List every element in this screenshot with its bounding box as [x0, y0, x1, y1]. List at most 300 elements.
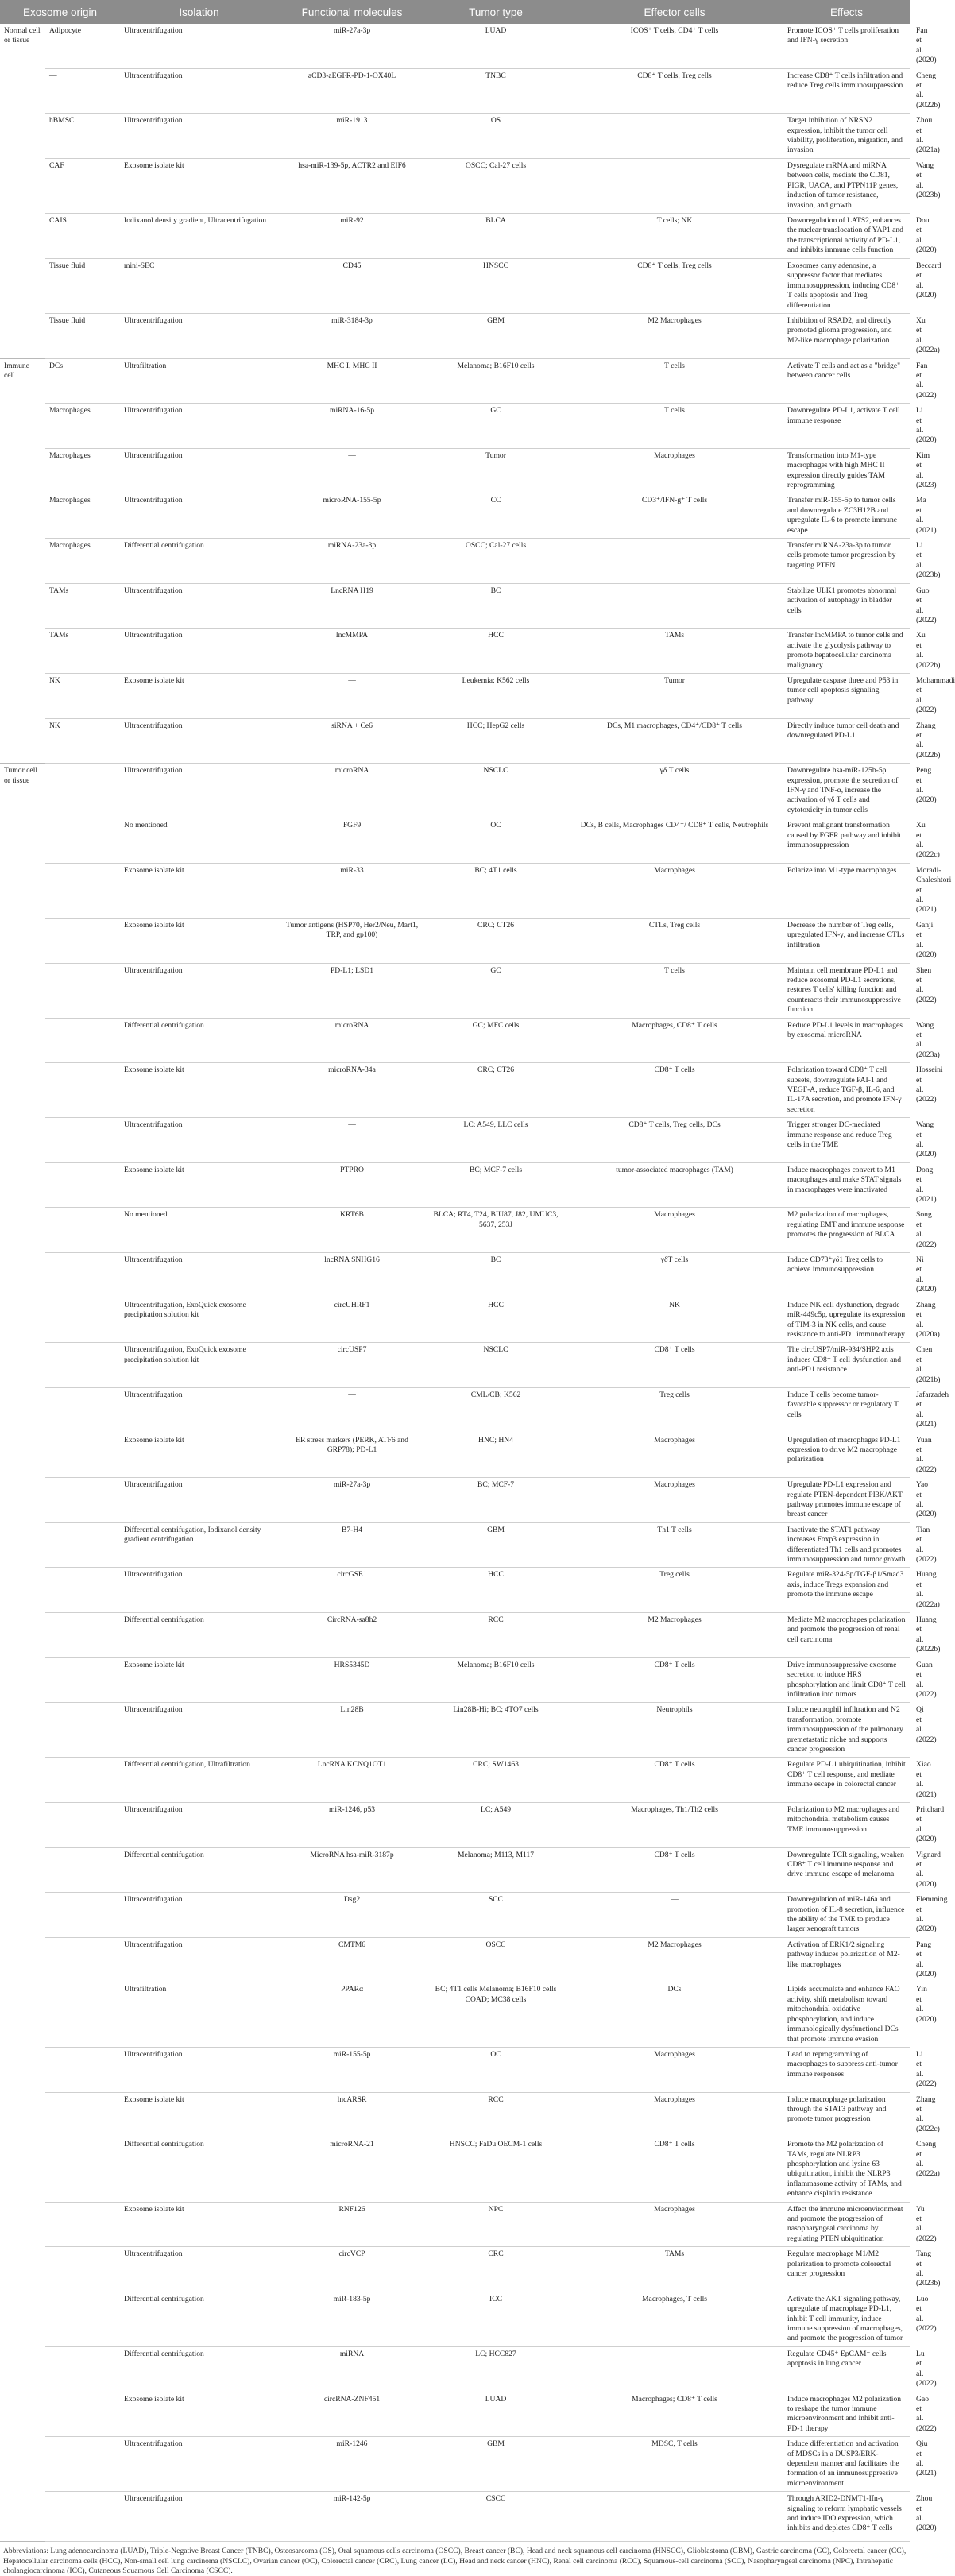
cell-effects: Reduce PD-L1 levels in macrophages by exosomal microRNA [783, 1018, 910, 1063]
cell-effector-cells: M2 Macrophages [566, 1937, 783, 1982]
table-row: Ultracentrifugation PD-L1; LSD1 GC T cells Maintain cell membrane PD-L1 and reduce exosomal PD-L1 secretions, restores T cells' killing function and counteracts their immunosuppressive function Shen et al. (2022) [0, 963, 910, 1018]
cell-isolation: mini-SEC [120, 258, 278, 313]
cell-tumor-type: Melanoma; B16F10 cells [426, 358, 566, 404]
cell-source [45, 1937, 120, 1982]
cell-effector-cells: CTLs, Treg cells [566, 918, 783, 963]
cell-molecules: — [278, 1387, 426, 1433]
cell-tumor-type: HNC; HN4 [426, 1433, 566, 1478]
cell-isolation: Ultrafiltration [120, 358, 278, 404]
cell-effects: Lipids accumulate and enhance FAO activity, shift metabolism toward mitochondrial oxidative phosphorylation, and induce immunologically dysfunctional DCs that promote immune evasion [783, 1982, 910, 2047]
cell-source [45, 1893, 120, 1938]
cell-effects: Inactivate the STAT1 pathway increases Foxp3 expression in differentiated Th1 cells and promotes immunosuppression and tumor growth [783, 1522, 910, 1568]
cell-tumor-type: CRC; CT26 [426, 1063, 566, 1118]
cell-source [45, 1063, 120, 1118]
cell-molecules: KRT6B [278, 1208, 426, 1253]
cell-effector-cells: CD8⁺ T cells [566, 1657, 783, 1703]
cell-isolation: Exosome isolate kit [120, 918, 278, 963]
cell-molecules: CircRNA-sa8h2 [278, 1613, 426, 1658]
cell-isolation: Exosome isolate kit [120, 1162, 278, 1208]
table-row: Differential centrifugation CircRNA-sa8h2 RCC M2 Macrophages Mediate M2 macrophages polarization and promote the progression of renal cell carcinoma Huang et al. (2022b) [0, 1613, 910, 1658]
cell-source [45, 1657, 120, 1703]
cell-effector-cells: MDSC, T cells [566, 2437, 783, 2492]
cell-source [45, 2047, 120, 2092]
cell-effector-cells: CD8⁺ T cells [566, 1847, 783, 1893]
cell-source: hBMSC [45, 114, 120, 159]
cell-effects: Transfer miRNA-23a-3p to tumor cells promote tumor progression by targeting PTEN [783, 539, 910, 584]
cell-tumor-type: RCC [426, 2092, 566, 2137]
cell-effects: Decrease the number of Treg cells, upregulated IFN-γ, and increase CTLs infiltration [783, 918, 910, 963]
cell-isolation: Exosome isolate kit [120, 673, 278, 718]
cell-effector-cells: Macrophages [566, 1478, 783, 1523]
table-body [0, 24, 955, 2542]
table-row: TAMs Ultracentrifugation LncRNA H19 BC Stabilize ULK1 promotes abnormal activation of autophagy in bladder cells Guo et al. (2022) [0, 583, 910, 629]
cell-isolation: No mentioned [120, 818, 278, 864]
table-row: Differential centrifugation miRNA LC; HCC827 Regulate CD45⁺ EpCAM⁻ cells apoptosis in lung cancer Lu et al. (2022) [0, 2346, 910, 2392]
cell-effects: Activate T cells and act as a "bridge" between cancer cells [783, 358, 910, 404]
cell-tumor-type: BC [426, 583, 566, 629]
cell-molecules: PPARα [278, 1982, 426, 2047]
cell-effects: Induce differentiation and activation of MDSCs in a DUSP3/ERK-dependent manner and facilitates the formation of an immunosuppressive microenvironment [783, 2437, 910, 2492]
cell-effector-cells: Treg cells [566, 1387, 783, 1433]
cell-exosome-origin: Normal cell or tissue [0, 24, 45, 358]
cell-isolation: Ultracentrifugation [120, 68, 278, 114]
cell-isolation: Exosome isolate kit [120, 158, 278, 213]
table-row: Exosome isolate kit circRNA-ZNF451 LUAD Macrophages; CD8⁺ T cells Induce macrophages M2 polarization to reshape the tumor immune microenvironment and inhibit anti-PD-1 therapy Gao et al. (2022) [0, 2392, 910, 2437]
cell-source [45, 1208, 120, 1253]
table-row: Differential centrifugation, Ultrafiltration LncRNA KCNQ1OT1 CRC; SW1463 CD8⁺ T cells Regulate PD-L1 ubiquitination, inhibit CD8⁺ T cell response, and mediate immune escape in colorectal cancer Xiao et al. (2021) [0, 1758, 910, 1803]
table-row: Macrophages Ultracentrifugation microRNA-155-5p CC CD3⁺/IFN-g⁺ T cells Transfer miR-155-5p to tumor cells and downregulate ZC3H12B and upregulate IL-6 to promote immune escape Ma et al. (2021) [0, 493, 910, 539]
cell-exosome-origin: Immune cell [0, 358, 45, 764]
cell-isolation: Ultracentrifugation [120, 2047, 278, 2092]
cell-source [45, 1298, 120, 1343]
cell-molecules: miR-155-5p [278, 2047, 426, 2092]
cell-molecules: miR-92 [278, 213, 426, 258]
cell-effects: Trigger stronger DC-mediated immune response and reduce Treg cells in the TME [783, 1118, 910, 1163]
cell-source [45, 2392, 120, 2437]
cell-source [45, 1703, 120, 1758]
cell-tumor-type: Melanoma; B16F10 cells [426, 1657, 566, 1703]
cell-source [45, 918, 120, 963]
cell-isolation: Ultracentrifugation [120, 764, 278, 818]
table-row: Exosome isolate kit Tumor antigens (HSP70, Her2/Neu, Mart1, TRP, and gp100) CRC; CT26 CTLs, Treg cells Decrease the number of Treg cells, upregulated IFN-γ, and increase CTLs infiltration Ganji et al. (2020) [0, 918, 910, 963]
cell-effects: Downregulation of miR-146a and promotion of IL-8 secretion, influence the ability of the TME to produce larger xenograft tumors [783, 1893, 910, 1938]
cell-isolation: Ultracentrifugation [120, 2492, 278, 2542]
cell-effector-cells: ICOS⁺ T cells, CD4⁺ T cells [566, 24, 783, 68]
cell-tumor-type: OSCC [426, 1937, 566, 1982]
cell-tumor-type: GBM [426, 2437, 566, 2492]
table-row: Differential centrifugation MicroRNA hsa-miR-3187p Melanoma; M113, M117 CD8⁺ T cells Downregulate TCR signaling, weaken CD8⁺ T cell immune response and drive immune escape of melanoma Vignard et al. (2020) [0, 1847, 910, 1893]
table-row: Ultracentrifugation Dsg2 SCC — Downregulation of miR-146a and promotion of IL-8 secretion, influence the ability of the TME to produce larger xenograft tumors Flemming et al. (2020) [0, 1893, 910, 1938]
cell-source [45, 2346, 120, 2392]
cell-source [45, 764, 120, 818]
cell-effects: Increase CD8⁺ T cells infiltration and reduce Treg cells immunosuppression [783, 68, 910, 114]
cell-effector-cells: CD8⁺ T cells, Treg cells [566, 68, 783, 114]
cell-source: CAF [45, 158, 120, 213]
table-row: Exosome isolate kit miR-33 BC; 4T1 cells Macrophages Polarize into M1-type macrophages Moradi-Chaleshtori et al. (2021) [0, 863, 910, 918]
cell-effects: Activate the AKT signaling pathway, upregulate of macrophage PD-L1, inhibit T cell immunity, induce immune suppression of macrophages, and promote the progression of tumor [783, 2292, 910, 2346]
cell-isolation: Ultracentrifugation [120, 963, 278, 1018]
table-row: Ultracentrifugation — CML/CB; K562 Treg cells Induce T cells become tumor-favorable suppressor or regulatory T cells Jafarzadeh et al. (2021) [0, 1387, 910, 1433]
cell-effects: Directly induce tumor cell death and downregulated PD-L1 [783, 718, 910, 764]
cell-effector-cells: Macrophages [566, 2092, 783, 2137]
cell-molecules: lncRNA SNHG16 [278, 1253, 426, 1298]
cell-isolation: Ultracentrifugation [120, 629, 278, 674]
cell-molecules: FGF9 [278, 818, 426, 864]
cell-molecules: circGSE1 [278, 1568, 426, 1613]
cell-source: Tissue fluid [45, 258, 120, 313]
table-row: Tissue fluid Ultracentrifugation miR-3184-3p GBM M2 Macrophages Inhibition of RSAD2, and directly promoted glioma progression, and M2-like macrophage polarization Xu et al. (2022a) [0, 313, 910, 358]
cell-molecules: miR-33 [278, 863, 426, 918]
cell-molecules: PTPRO [278, 1162, 426, 1208]
cell-molecules: LncRNA H19 [278, 583, 426, 629]
cell-source: TAMs [45, 629, 120, 674]
cell-molecules: Tumor antigens (HSP70, Her2/Neu, Mart1, TRP, and gp100) [278, 918, 426, 963]
cell-tumor-type: BC; 4T1 cells Melanoma; B16F10 cells COAD; MC38 cells [426, 1982, 566, 2047]
cell-effector-cells: DCs [566, 1982, 783, 2047]
cell-source [45, 963, 120, 1018]
cell-tumor-type: HCC [426, 629, 566, 674]
cell-tumor-type: GC; MFC cells [426, 1018, 566, 1063]
table-row: Tissue fluid mini-SEC CD45 HNSCC CD8⁺ T cells, Treg cells Exosomes carry adenosine, a suppressor factor that mediates immunosuppression, inducing CD8⁺ T cells apoptosis and Treg differentiation Beccard et al. (2020) [0, 258, 910, 313]
cell-tumor-type: CML/CB; K562 [426, 1387, 566, 1433]
cell-tumor-type: HCC [426, 1568, 566, 1613]
cell-source [45, 1802, 120, 1847]
cell-isolation: Ultracentrifugation [120, 1387, 278, 1433]
cell-effector-cells [566, 2346, 783, 2392]
cell-effects: Induce macrophages convert to M1 macrophages and make STAT signals in macrophages were inactivated [783, 1162, 910, 1208]
cell-exosome-origin: Tumor cell or tissue [0, 764, 45, 2542]
table-row: NK Ultracentrifugation siRNA + Ce6 HCC; HepG2 cells DCs, M1 macrophages, CD4⁺/CD8⁺ T cells Directly induce tumor cell death and downregulated PD-L1 Zhang et al. (2022b) [0, 718, 910, 764]
cell-effector-cells: Tumor [566, 673, 783, 718]
cell-tumor-type: Lin28B-Hi; BC; 4TO7 cells [426, 1703, 566, 1758]
cell-isolation: Differential centrifugation [120, 1613, 278, 1658]
table-row: hBMSC Ultracentrifugation miR-1913 OS Target inhibition of NRSN2 expression, inhibit the tumor cell viability, proliferation, migration, and invasion Zhou et al. (2021a) [0, 114, 910, 159]
cell-isolation: Ultracentrifugation [120, 1893, 278, 1938]
cell-molecules: B7-H4 [278, 1522, 426, 1568]
cell-effector-cells: Macrophages [566, 2202, 783, 2247]
cell-isolation: Ultracentrifugation [120, 1937, 278, 1982]
cell-molecules: Lin28B [278, 1703, 426, 1758]
cell-isolation: Ultracentrifugation [120, 2437, 278, 2492]
column-header-effector-cells: Effector cells [566, 0, 783, 24]
cell-effects: Regulate PD-L1 ubiquitination, inhibit CD8⁺ T cell response, and mediate immune escape in colorectal cancer [783, 1758, 910, 1803]
cell-effects: Lead to reprogramming of macrophages to suppress anti-tumor immune responses [783, 2047, 910, 2092]
cell-tumor-type: GC [426, 404, 566, 449]
cell-molecules: miR-27a-3p [278, 24, 426, 68]
cell-tumor-type: BC; 4T1 cells [426, 863, 566, 918]
cell-isolation: Ultrafiltration [120, 1982, 278, 2047]
cell-molecules: PD-L1; LSD1 [278, 963, 426, 1018]
cell-effects: Polarize into M1-type macrophages [783, 863, 910, 918]
cell-effector-cells: Macrophages; CD8⁺ T cells [566, 2392, 783, 2437]
cell-effector-cells [566, 158, 783, 213]
cell-molecules: aCD3-aEGFR-PD-1-OX40L [278, 68, 426, 114]
cell-isolation: Ultracentrifugation [120, 718, 278, 764]
cell-molecules: — [278, 1118, 426, 1163]
cell-effector-cells: CD8⁺ T cells [566, 1343, 783, 1388]
cell-isolation: Exosome isolate kit [120, 1433, 278, 1478]
cell-isolation: Differential centrifugation, Ultrafiltration [120, 1758, 278, 1803]
cell-effector-cells [566, 2492, 783, 2542]
table-row: Ultracentrifugation miR-27a-3p BC; MCF-7 Macrophages Upregulate PD-L1 expression and regulate PTEN-dependent PI3K/AKT pathway promotes immune escape of breast cancer Yao et al. (2020) [0, 1478, 910, 1523]
cell-molecules: lncMMPA [278, 629, 426, 674]
table-row: Macrophages Ultracentrifugation miRNA-16-5p GC T cells Downregulate PD-L1, activate T cell immune response Li et al. (2020) [0, 404, 910, 449]
cell-source [45, 1018, 120, 1063]
cell-source [45, 1162, 120, 1208]
cell-molecules: lncARSR [278, 2092, 426, 2137]
cell-isolation: Ultracentrifugation [120, 1802, 278, 1847]
cell-effector-cells: CD8⁺ T cells [566, 1063, 783, 1118]
cell-source: DCs [45, 358, 120, 404]
cell-effector-cells: Macrophages, CD8⁺ T cells [566, 1018, 783, 1063]
table-row: Exosome isolate kit RNF126 NPC Macrophages Affect the immune microenvironment and promote the progression of nasopharyngeal carcinoma by regulating PTEN ubiquitination Yu et al. (2022) [0, 2202, 910, 2247]
cell-effects: The circUSP7/miR-934/SHP2 axis induces CD8⁺ T cell dysfunction and anti-PD1 resistance [783, 1343, 910, 1388]
cell-effector-cells: Treg cells [566, 1568, 783, 1613]
cell-effects: Maintain cell membrane PD-L1 and reduce exosomal PD-L1 secretions, restores T cells' killing function and counteracts their immunosuppressive function [783, 963, 910, 1018]
cell-effects: Polarization to M2 macrophages and mitochondrial metabolism causes TME immunosuppression [783, 1802, 910, 1847]
cell-tumor-type: BC; MCF-7 [426, 1478, 566, 1523]
cell-effector-cells: T cells [566, 963, 783, 1018]
cell-molecules: miR-1246, p53 [278, 1802, 426, 1847]
table-row: Exosome isolate kit microRNA-34a CRC; CT26 CD8⁺ T cells Polarization toward CD8⁺ T cell subsets, downregulate PAI-1 and VEGF-A, reduce TGF-β, IL-6, and IL-17A secretion, and promote IFN-γ secretion Hosseini et al. (2022) [0, 1063, 910, 1118]
cell-effector-cells [566, 114, 783, 159]
cell-effects: Downregulate TCR signaling, weaken CD8⁺ T cell immune response and drive immune escape of melanoma [783, 1847, 910, 1893]
cell-molecules: hsa-miR-139-5p, ACTR2 and EIF6 [278, 158, 426, 213]
cell-effector-cells: CD8⁺ T cells, Treg cells, DCs [566, 1118, 783, 1163]
table-row: Differential centrifugation microRNA GC; MFC cells Macrophages, CD8⁺ T cells Reduce PD-L1 levels in macrophages by exosomal microRNA Wang et al. (2023a) [0, 1018, 910, 1063]
cell-source: NK [45, 718, 120, 764]
cell-effects: Downregulate PD-L1, activate T cell immune response [783, 404, 910, 449]
cell-source: Macrophages [45, 539, 120, 584]
cell-isolation: Exosome isolate kit [120, 863, 278, 918]
cell-effector-cells: CD8⁺ T cells [566, 1758, 783, 1803]
cell-effector-cells: Macrophages [566, 1433, 783, 1478]
cell-tumor-type: OSCC; Cal-27 cells [426, 158, 566, 213]
cell-effects: Transfer lncMMPA to tumor cells and activate the glycolysis pathway to promote hepatocellular carcinoma malignancy [783, 629, 910, 674]
cell-source [45, 1847, 120, 1893]
cell-molecules: — [278, 448, 426, 493]
cell-molecules: microRNA [278, 1018, 426, 1063]
cell-molecules: miRNA-23a-3p [278, 539, 426, 584]
cell-tumor-type: LUAD [426, 24, 566, 68]
table-row: Ultracentrifugation miR-155-5p OC Macrophages Lead to reprogramming of macrophages to suppress anti-tumor immune responses Li et al. (2022) [0, 2047, 910, 2092]
cell-effector-cells: CD8⁺ T cells, Treg cells [566, 258, 783, 313]
cell-isolation: Ultracentrifugation [120, 1478, 278, 1523]
abbreviations-footnote: Abbreviations: Lung adenocarcinoma (LUAD), Triple-Negative Breast Cancer (TNBC), Osteosarcoma (OS), Oral squamous cells carcinoma (OSCC), Breast cancer (BC), Head and neck squamous cell carcinoma (HNSCC), Glioblastoma (GBM), Gastric carcinoma (GC), Colorectal cancer (CC), Hepatocellular carcinoma cells (HCC), Non-small cell lung carcinoma (NSCLC), Ovarian cancer (OC), Colorectal cancer (CRC), Lung cancer (LC), Head and neck cancer (HNC), Renal cell carcinoma (RCC), Squamous-cell carcinoma (SCC), Nasopharyngeal carcinoma (NPC), Intrahepatic cholangiocarcinoma (ICC), Cutaneous Squamous Cell Carcinoma (CSCC). [3, 2547, 907, 2575]
cell-isolation: Differential centrifugation, Iodixanol density gradient centrifugation [120, 1522, 278, 1568]
cell-effector-cells: tumor-associated macrophages (TAM) [566, 1162, 783, 1208]
cell-effector-cells: — [566, 1893, 783, 1938]
cell-source [45, 2137, 120, 2202]
cell-effects: Stabilize ULK1 promotes abnormal activation of autophagy in bladder cells [783, 583, 910, 629]
cell-molecules: LncRNA KCNQ1OT1 [278, 1758, 426, 1803]
cell-effector-cells: Neutrophils [566, 1703, 783, 1758]
cell-effector-cells: Macrophages, T cells [566, 2292, 783, 2346]
cell-source [45, 818, 120, 864]
cell-effector-cells: CD3⁺/IFN-g⁺ T cells [566, 493, 783, 539]
table-row: NK Exosome isolate kit — Leukemia; K562 cells Tumor Upregulate caspase three and P53 in tumor cell apoptosis signaling pathway Mohammadi et al. (2022) [0, 673, 910, 718]
cell-effector-cells: Th1 T cells [566, 1522, 783, 1568]
cell-tumor-type: BC [426, 1253, 566, 1298]
cell-effects: Dysregulate mRNA and miRNA between cells, mediate the CD81, PIGR, UACA, and PTPN11P genes, induction of tumor resistance, invasion, and growth [783, 158, 910, 213]
cell-molecules: miRNA-16-5p [278, 404, 426, 449]
table-row: CAF Exosome isolate kit hsa-miR-139-5p, ACTR2 and EIF6 OSCC; Cal-27 cells Dysregulate mRNA and miRNA between cells, mediate the CD81, PIGR, UACA, and PTPN11P genes, induction of tumor resistance, invasion, and growth Wang et al. (2023b) [0, 158, 910, 213]
cell-isolation: Ultracentrifugation [120, 313, 278, 358]
cell-tumor-type: NSCLC [426, 764, 566, 818]
cell-tumor-type: CRC; SW1463 [426, 1758, 566, 1803]
cell-effector-cells: γδ T cells [566, 764, 783, 818]
cell-effector-cells: M2 Macrophages [566, 313, 783, 358]
cell-molecules: miR-142-5p [278, 2492, 426, 2542]
cell-molecules: siRNA + Ce6 [278, 718, 426, 764]
table-row: No mentioned KRT6B BLCA; RT4, T24, BIU87, J82, UMUC3, 5637, 253J Macrophages M2 polarization of macrophages, regulating EMT and immune response promotes the progression of BLCA Song et al. (2022) [0, 1208, 910, 1253]
cell-tumor-type: HCC [426, 1298, 566, 1343]
cell-isolation: Exosome isolate kit [120, 1063, 278, 1118]
cell-effects: Induce macrophage polarization through the STAT3 pathway and promote tumor progression [783, 2092, 910, 2137]
cell-source [45, 1433, 120, 1478]
table-row: Macrophages Differential centrifugation miRNA-23a-3p OSCC; Cal-27 cells Transfer miRNA-23a-3p to tumor cells promote tumor progression by targeting PTEN Li et al. (2023b) [0, 539, 910, 584]
cell-effects: Prevent malignant transformation caused by FGFR pathway and inhibit immunosuppression [783, 818, 910, 864]
cell-effects: Promote ICOS⁺ T cells proliferation and IFN-γ secretion [783, 24, 910, 68]
cell-isolation: Differential centrifugation [120, 2346, 278, 2392]
cell-effector-cells: Macrophages, Th1/Th2 cells [566, 1802, 783, 1847]
cell-effects: Downregulate hsa-miR-125b-5p expression, promote the secretion of IFN-γ and TNF-α, increase the activation of γδ T cells and cytotoxicity in tumor cells [783, 764, 910, 818]
cell-effects: Induce neutrophil infiltration and N2 transformation, promote immunosuppression of the pulmonary premetastatic niche and supports cancer progression [783, 1703, 910, 1758]
cell-effects: Through ARID2-DNMT1-Ifn-γ signaling to reform lymphatic vessels and induce IDO expression, which inhibits and depletes CD8⁺ T cells [783, 2492, 910, 2542]
cell-effects: Polarization toward CD8⁺ T cell subsets, downregulate PAI-1 and VEGF-A, reduce TGF-β, IL-6, and IL-17A secretion, and promote IFN-γ secretion [783, 1063, 910, 1118]
cell-tumor-type: HNSCC [426, 258, 566, 313]
table-row: Ultracentrifugation miR-1246 GBM MDSC, T cells Induce differentiation and activation of MDSCs in a DUSP3/ERK-dependent manner and facilitates the formation of an immunosuppressive microenvironment Qiu et al. (2021) [0, 2437, 910, 2492]
cell-source [45, 1253, 120, 1298]
cell-isolation: Exosome isolate kit [120, 2202, 278, 2247]
cell-effector-cells: T cells; NK [566, 213, 783, 258]
cell-effector-cells: NK [566, 1298, 783, 1343]
cell-source [45, 1982, 120, 2047]
cell-tumor-type: BLCA [426, 213, 566, 258]
cell-molecules: Dsg2 [278, 1893, 426, 1938]
cell-isolation: Ultracentrifugation, ExoQuick exosome precipitation solution kit [120, 1298, 278, 1343]
cell-isolation: Ultracentrifugation [120, 404, 278, 449]
table-row: Ultrafiltration PPARα BC; 4T1 cells Melanoma; B16F10 cells COAD; MC38 cells DCs Lipids accumulate and enhance FAO activity, shift metabolism toward mitochondrial oxidative phosphorylation, and induce immunologically dysfunctional DCs that promote immune evasion Yin et al. (2020) [0, 1982, 910, 2047]
cell-effects: Affect the immune microenvironment and promote the progression of nasopharyngeal carcinoma by regulating PTEN ubiquitination [783, 2202, 910, 2247]
cell-tumor-type: Leukemia; K562 cells [426, 673, 566, 718]
table-row: Exosome isolate kit PTPRO BC; MCF-7 cells tumor-associated macrophages (TAM) Induce macrophages convert to M1 macrophages and make STAT signals in macrophages were inactivated Dong et al. (2021) [0, 1162, 910, 1208]
cell-tumor-type: OS [426, 114, 566, 159]
cell-isolation: Ultracentrifugation [120, 1118, 278, 1163]
column-header-origin: Exosome origin [0, 0, 120, 24]
cell-isolation: Differential centrifugation [120, 1018, 278, 1063]
cell-isolation: Differential centrifugation [120, 539, 278, 584]
cell-molecules: miRNA [278, 2346, 426, 2392]
cell-tumor-type: CSCC [426, 2492, 566, 2542]
cell-isolation: Exosome isolate kit [120, 2392, 278, 2437]
cell-effects: Induce NK cell dysfunction, degrade miR-449c5p, upregulate its expression of TIM-3 in NK cells, and cause resistance to anti-PD1 immunotherapy [783, 1298, 910, 1343]
cell-tumor-type: LC; A549 [426, 1802, 566, 1847]
table-row: Ultracentrifugation, ExoQuick exosome precipitation solution kit circUHRF1 HCC NK Induce NK cell dysfunction, degrade miR-449c5p, upregulate its expression of TIM-3 in NK cells, and cause resistance to anti-PD1 immunotherapy Zhang et al. (2020a) [0, 1298, 910, 1343]
cell-effector-cells: DCs, B cells, Macrophages CD4⁺/ CD8⁺ T cells, Neutrophils [566, 818, 783, 864]
cell-tumor-type: Tumor [426, 448, 566, 493]
cell-tumor-type: Melanoma; M113, M117 [426, 1847, 566, 1893]
cell-molecules: circVCP [278, 2247, 426, 2292]
cell-effects: Transformation into M1-type macrophages with high MHC II expression directly guides TAM reprogramming [783, 448, 910, 493]
table-row: CAIS Iodixanol density gradient, Ultracentrifugation miR-92 BLCA T cells; NK Downregulation of LATS2, enhances the nuclear translocation of YAP1 and the transcriptional activity of PD-L1, and inhibits immune cells function Dou et al. (2020) [0, 213, 910, 258]
cell-effector-cells: M2 Macrophages [566, 1613, 783, 1658]
table-row: No mentioned FGF9 OC DCs, B cells, Macrophages CD4⁺/ CD8⁺ T cells, Neutrophils Prevent malignant transformation caused by FGFR pathway and inhibit immunosuppression Xu et al. (2022c) [0, 818, 910, 864]
cell-effector-cells [566, 539, 783, 584]
table-row: Ultracentrifugation miR-1246, p53 LC; A549 Macrophages, Th1/Th2 cells Polarization to M2 macrophages and mitochondrial metabolism causes TME immunosuppression Pritchard et al. (2020) [0, 1802, 910, 1847]
cell-effects: Mediate M2 macrophages polarization and promote the progression of renal cell carcinoma [783, 1613, 910, 1658]
cell-effects: Induce T cells become tumor-favorable suppressor or regulatory T cells [783, 1387, 910, 1433]
cell-molecules: circUSP7 [278, 1343, 426, 1388]
table-row: Ultracentrifugation circVCP CRC TAMs Regulate macrophage M1/M2 polarization to promote colorectal cancer progression Tang et al. (2023b) [0, 2247, 910, 2292]
cell-isolation: Differential centrifugation [120, 2137, 278, 2202]
cell-effects: Upregulation of macrophages PD-L1 expression to drive M2 macrophage polarization [783, 1433, 910, 1478]
cell-effects: Exosomes carry adenosine, a suppressor factor that mediates immunosuppression, inducing CD8⁺ T cells apoptosis and Treg differentiation [783, 258, 910, 313]
cell-tumor-type: TNBC [426, 68, 566, 114]
cell-tumor-type: SCC [426, 1893, 566, 1938]
table-row: Differential centrifugation microRNA-21 HNSCC; FaDu OECM-1 cells CD8⁺ T cells Promote the M2 polarization of TAMs, regulate NLRP3 phosphorylation and lysine 63 ubiquitination, inhibit the NLRP3 inflammasome activity of TAMs, and enhance cisplatin resistance Cheng et al. (2022a) [0, 2137, 910, 2202]
cell-effector-cells: Macrophages [566, 863, 783, 918]
cell-tumor-type: NSCLC [426, 1343, 566, 1388]
cell-tumor-type: CRC; CT26 [426, 918, 566, 963]
cell-source [45, 1343, 120, 1388]
cell-effects: Upregulate PD-L1 expression and regulate PTEN-dependent PI3K/AKT pathway promotes immune escape of breast cancer [783, 1478, 910, 1523]
cell-effector-cells: Macrophages [566, 2047, 783, 2092]
cell-source [45, 2202, 120, 2247]
table-row: Ultracentrifugation circGSE1 HCC Treg cells Regulate miR-324-5p/TGF-β1/Smad3 axis, induce Tregs expansion and promote the immune escape Huang et al. (2022a) [0, 1568, 910, 1613]
table-row: Differential centrifugation, Iodixanol density gradient centrifugation B7-H4 GBM Th1 T cells Inactivate the STAT1 pathway increases Foxp3 expression in differentiated Th1 cells and promotes immunosuppression and tumor growth Tian et al. (2022) [0, 1522, 910, 1568]
cell-effector-cells: Macrophages [566, 1208, 783, 1253]
cell-effects: Regulate CD45⁺ EpCAM⁻ cells apoptosis in lung cancer [783, 2346, 910, 2392]
cell-source: TAMs [45, 583, 120, 629]
cell-effector-cells: Macrophages [566, 448, 783, 493]
cell-effects: Transfer miR-155-5p to tumor cells and downregulate ZC3H12B and upregulate IL-6 to promote immune escape [783, 493, 910, 539]
cell-effector-cells: TAMs [566, 2247, 783, 2292]
table-row: Ultracentrifugation miR-142-5p CSCC Through ARID2-DNMT1-Ifn-γ signaling to reform lymphatic vessels and induce IDO expression, which inhibits and depletes CD8⁺ T cells Zhou et al. (2020) [0, 2492, 910, 2542]
cell-molecules: — [278, 673, 426, 718]
cell-effector-cells: DCs, M1 macrophages, CD4⁺/CD8⁺ T cells [566, 718, 783, 764]
table-row: — Ultracentrifugation aCD3-aEGFR-PD-1-OX40L TNBC CD8⁺ T cells, Treg cells Increase CD8⁺ T cells infiltration and reduce Treg cells immunosuppression Cheng et al. (2022b) [0, 68, 910, 114]
cell-molecules: HRS5345D [278, 1657, 426, 1703]
cell-isolation: Differential centrifugation [120, 2292, 278, 2346]
cell-tumor-type: RCC [426, 1613, 566, 1658]
cell-molecules: miR-1246 [278, 2437, 426, 2492]
cell-effects: Downregulation of LATS2, enhances the nuclear translocation of YAP1 and the transcriptional activity of PD-L1, and inhibits immune cells function [783, 213, 910, 258]
cell-molecules: microRNA-155-5p [278, 493, 426, 539]
table-row: Ultracentrifugation Lin28B Lin28B-Hi; BC; 4TO7 cells Neutrophils Induce neutrophil infiltration and N2 transformation, promote immunosuppression of the pulmonary premetastatic niche and supports cancer progression Qi et al. (2022) [0, 1703, 910, 1758]
cell-effector-cells: γδT cells [566, 1253, 783, 1298]
table-row: Ultracentrifugation lncRNA SNHG16 BC γδT cells Induce CD73⁺γδ1 Treg cells to achieve immunosuppression Ni et al. (2020) [0, 1253, 910, 1298]
cell-source: Adipocyte [45, 24, 120, 68]
cell-isolation: Ultracentrifugation [120, 583, 278, 629]
cell-effects: Regulate miR-324-5p/TGF-β1/Smad3 axis, induce Tregs expansion and promote the immune escape [783, 1568, 910, 1613]
cell-tumor-type: GC [426, 963, 566, 1018]
column-header-tumor-type: Tumor type [426, 0, 566, 24]
cell-effector-cells: TAMs [566, 629, 783, 674]
cell-isolation: Iodixanol density gradient, Ultracentrifugation [120, 213, 278, 258]
cell-tumor-type: LC; HCC827 [426, 2346, 566, 2392]
cell-molecules: CD45 [278, 258, 426, 313]
table-row: TAMs Ultracentrifugation lncMMPA HCC TAMs Transfer lncMMPA to tumor cells and activate the glycolysis pathway to promote hepatocellular carcinoma malignancy Xu et al. (2022b) [0, 629, 910, 674]
table-row: Ultracentrifugation, ExoQuick exosome precipitation solution kit circUSP7 NSCLC CD8⁺ T cells The circUSP7/miR-934/SHP2 axis induces CD8⁺ T cell dysfunction and anti-PD1 resistance Chen et al. (2021b) [0, 1343, 910, 1388]
column-header-isolation: Isolation [120, 0, 278, 24]
cell-effector-cells: T cells [566, 358, 783, 404]
cell-source: NK [45, 673, 120, 718]
cell-source [45, 1118, 120, 1163]
cell-tumor-type: NPC [426, 2202, 566, 2247]
cell-molecules: microRNA-21 [278, 2137, 426, 2202]
cell-effects: Upregulate caspase three and P53 in tumor cell apoptosis signaling pathway [783, 673, 910, 718]
